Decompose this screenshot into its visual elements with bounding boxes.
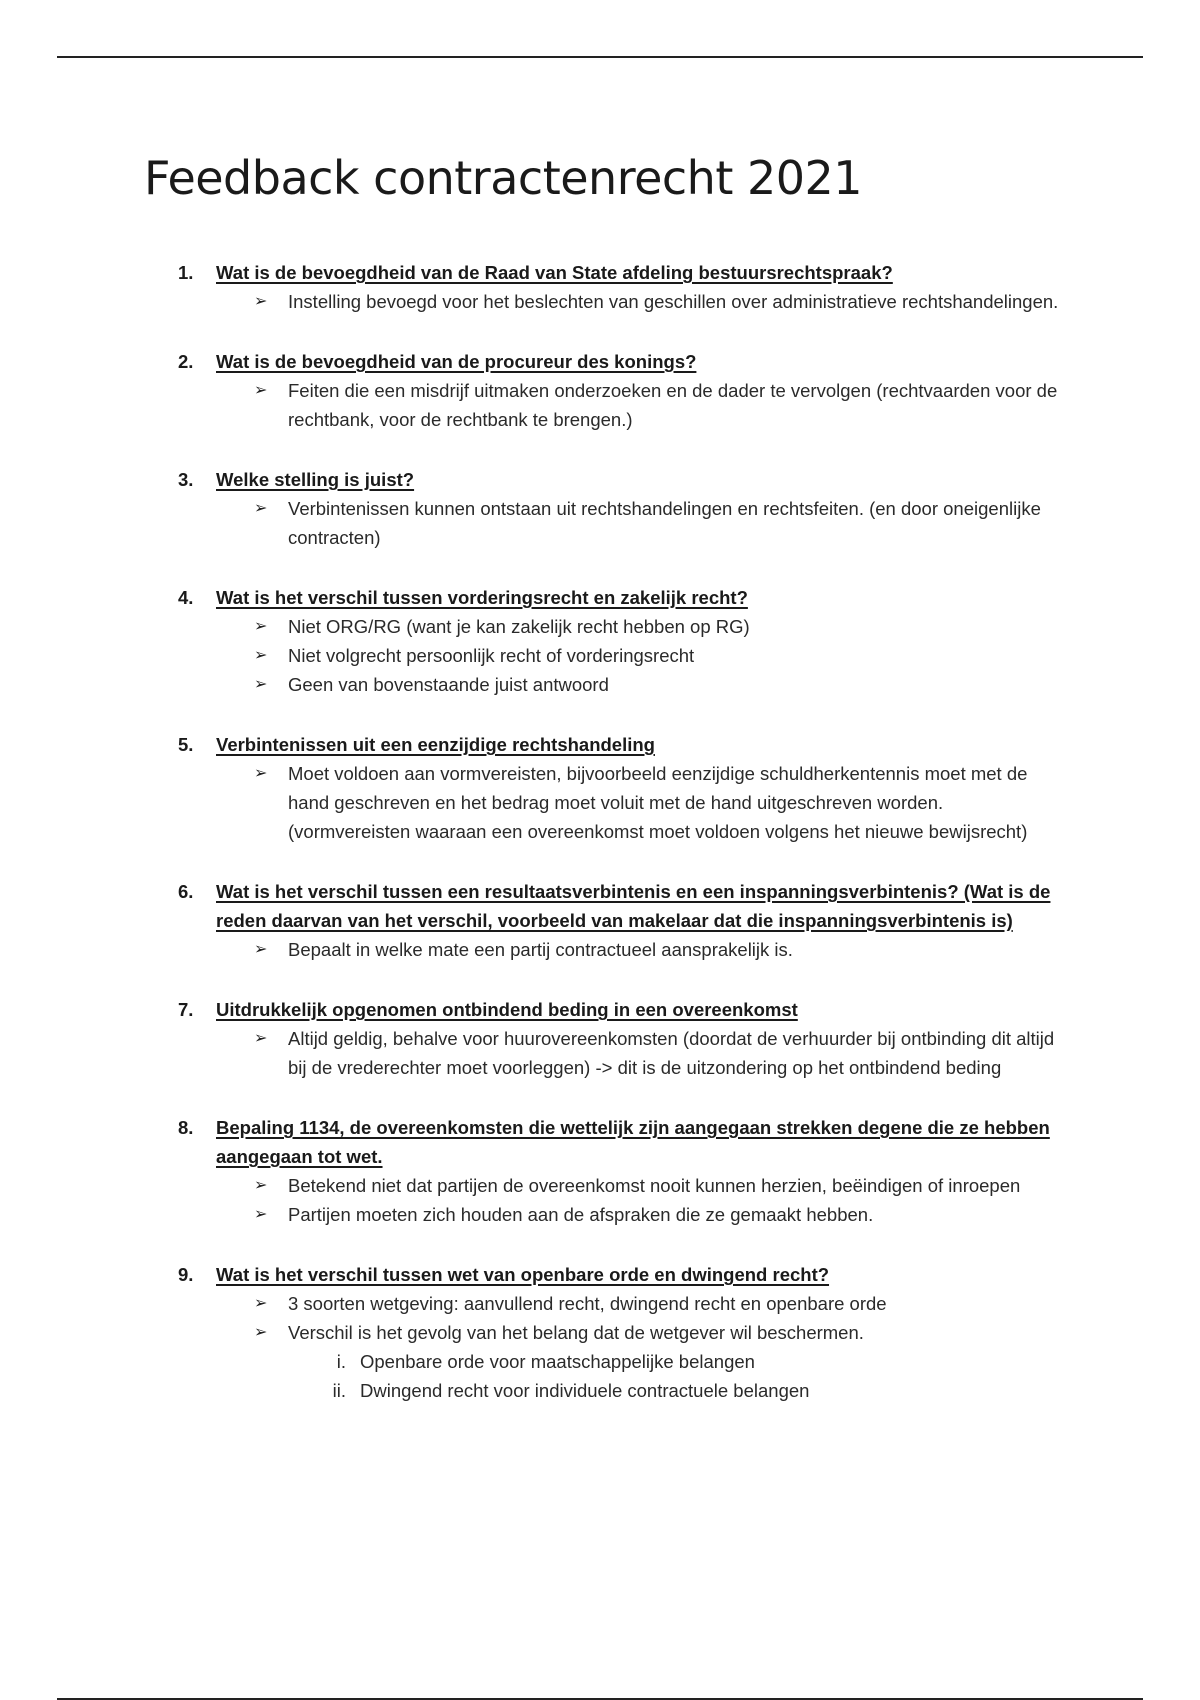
sub-item-text: Dwingend recht voor individuele contractuele belangen (360, 1380, 810, 1401)
answer-item (0, 376, 1068, 434)
question-item (0, 1260, 1200, 1405)
answer-text: Niet ORG/RG (want je kan zakelijk recht hebben op RG) (288, 616, 750, 637)
question-heading (0, 730, 1056, 759)
question-number: 6. (178, 881, 194, 902)
answer-item (0, 641, 1068, 670)
answer-list (0, 612, 1200, 699)
sub-item-numeral: i. (336, 1351, 346, 1372)
answer-item (0, 935, 1068, 964)
arrowhead-bullet-icon: ➢ (254, 1324, 268, 1341)
answer-list (0, 287, 1200, 316)
answer-item (0, 1024, 1068, 1082)
question-number: 2. (178, 351, 194, 372)
answer-text: Verbintenissen kunnen ontstaan uit rechtshandelingen en rechtsfeiten. (en door oneigenlijke contracten) (288, 498, 1041, 548)
answer-list (0, 494, 1200, 552)
question-heading (0, 583, 1056, 612)
question-item (0, 583, 1200, 699)
arrowhead-bullet-icon: ➢ (254, 382, 268, 399)
question-item (0, 995, 1200, 1082)
question-item (0, 730, 1200, 846)
question-list (0, 258, 1200, 1436)
answer-text: Niet volgrecht persoonlijk recht of vorderingsrecht (288, 645, 695, 666)
answer-item (0, 287, 1068, 316)
answer-text: Betekend niet dat partijen de overeenkomst nooit kunnen herzien, beëindigen of inroepen (288, 1175, 1021, 1196)
arrowhead-bullet-icon: ➢ (254, 676, 268, 693)
answer-list (0, 759, 1200, 846)
arrowhead-bullet-icon: ➢ (254, 647, 268, 664)
document-title: Feedback contractenrecht 2021 (144, 151, 863, 205)
question-item (0, 465, 1200, 552)
question-heading (0, 258, 1056, 287)
answer-item (0, 670, 1068, 699)
question-number: 3. (178, 469, 194, 490)
sub-item (0, 1347, 1080, 1376)
question-item (0, 1113, 1200, 1229)
answer-text: Bepaalt in welke mate een partij contractueel aansprakelijk is. (288, 939, 793, 960)
answer-text: Verschil is het gevolg van het belang dat de wetgever wil beschermen. (288, 1322, 864, 1343)
answer-text: Feiten die een misdrijf uitmaken onderzoeken en de dader te vervolgen (rechtvaarden voor de rechtbank, voor de rechtbank te brengen.) (288, 380, 1058, 430)
answer-list (0, 1024, 1200, 1082)
question-text: Verbintenissen uit een eenzijdige rechtshandeling (216, 734, 655, 755)
question-number: 1. (178, 262, 194, 283)
question-number: 4. (178, 587, 194, 608)
answer-text: Altijd geldig, behalve voor huurovereenkomsten (doordat de verhuurder bij ontbinding dit altijd bij de vrederechter moet voorleggen) -> dit is de uitzondering op het ontbindend beding (288, 1028, 1055, 1078)
answer-list (0, 1171, 1200, 1229)
question-text: Wat is de bevoegdheid van de Raad van State afdeling bestuursrechtspraak? (216, 262, 893, 283)
arrowhead-bullet-icon: ➢ (254, 941, 268, 958)
question-text: Uitdrukkelijk opgenomen ontbindend beding in een overeenkomst (216, 999, 798, 1020)
question-heading (0, 1113, 1056, 1171)
question-heading (0, 1260, 1056, 1289)
question-text: Wat is het verschil tussen wet van openbare orde en dwingend recht? (216, 1264, 830, 1285)
answer-list (0, 1289, 1200, 1347)
arrowhead-bullet-icon: ➢ (254, 293, 268, 310)
question-heading (0, 347, 1056, 376)
answer-text: Moet voldoen aan vormvereisten, bijvoorbeeld eenzijdige schuldherkentennis moet met de hand geschreven en het bedrag moet voluit met de hand uitgeschreven worden. (vormvereisten waaraan een overeenkomst moet voldoen volgens het nieuwe bewijsrecht) (288, 763, 1028, 842)
question-text: Wat is de bevoegdheid van de procureur des konings? (216, 351, 697, 372)
question-text: Bepaling 1134, de overeenkomsten die wettelijk zijn aangegaan strekken degene die ze hebben aangegaan tot wet. (216, 1117, 1050, 1167)
question-number: 5. (178, 734, 194, 755)
question-heading (0, 877, 1056, 935)
arrowhead-bullet-icon: ➢ (254, 1206, 268, 1223)
arrowhead-bullet-icon: ➢ (254, 765, 268, 782)
arrowhead-bullet-icon: ➢ (254, 618, 268, 635)
answer-item (0, 1289, 1068, 1318)
answer-item (0, 759, 1068, 846)
question-item (0, 258, 1200, 316)
answer-item (0, 1171, 1068, 1200)
question-text: Wat is het verschil tussen vorderingsrecht en zakelijk recht? (216, 587, 748, 608)
sub-item (0, 1376, 1080, 1405)
sub-item-numeral: ii. (332, 1380, 346, 1401)
question-heading (0, 995, 1056, 1024)
question-text: Welke stelling is juist? (216, 469, 415, 490)
sub-item-text: Openbare orde voor maatschappelijke belangen (360, 1351, 755, 1372)
answer-item (0, 1200, 1068, 1229)
question-number: 7. (178, 999, 194, 1020)
arrowhead-bullet-icon: ➢ (254, 500, 268, 517)
question-item (0, 877, 1200, 964)
question-item (0, 347, 1200, 434)
arrowhead-bullet-icon: ➢ (254, 1295, 268, 1312)
answer-item (0, 612, 1068, 641)
answer-text: Partijen moeten zich houden aan de afspraken die ze gemaakt hebben. (288, 1204, 874, 1225)
arrowhead-bullet-icon: ➢ (254, 1177, 268, 1194)
arrowhead-bullet-icon: ➢ (254, 1030, 268, 1047)
sub-item-list (0, 1347, 1200, 1405)
question-heading (0, 465, 1056, 494)
header-rule (57, 56, 1143, 58)
question-number: 9. (178, 1264, 194, 1285)
answer-text: Geen van bovenstaande juist antwoord (288, 674, 609, 695)
question-number: 8. (178, 1117, 194, 1138)
answer-list (0, 376, 1200, 434)
answer-text: 3 soorten wetgeving: aanvullend recht, dwingend recht en openbare orde (288, 1293, 887, 1314)
answer-list (0, 935, 1200, 964)
answer-item (0, 494, 1068, 552)
answer-item (0, 1318, 1068, 1347)
question-text: Wat is het verschil tussen een resultaatsverbintenis en een inspanningsverbintenis? (Wat is de reden daarvan van het verschil, voorbeeld van makelaar dat die inspanningsverbintenis is) (216, 881, 1051, 931)
answer-text: Instelling bevoegd voor het beslechten van geschillen over administratieve rechtshandelingen. (288, 291, 1059, 312)
